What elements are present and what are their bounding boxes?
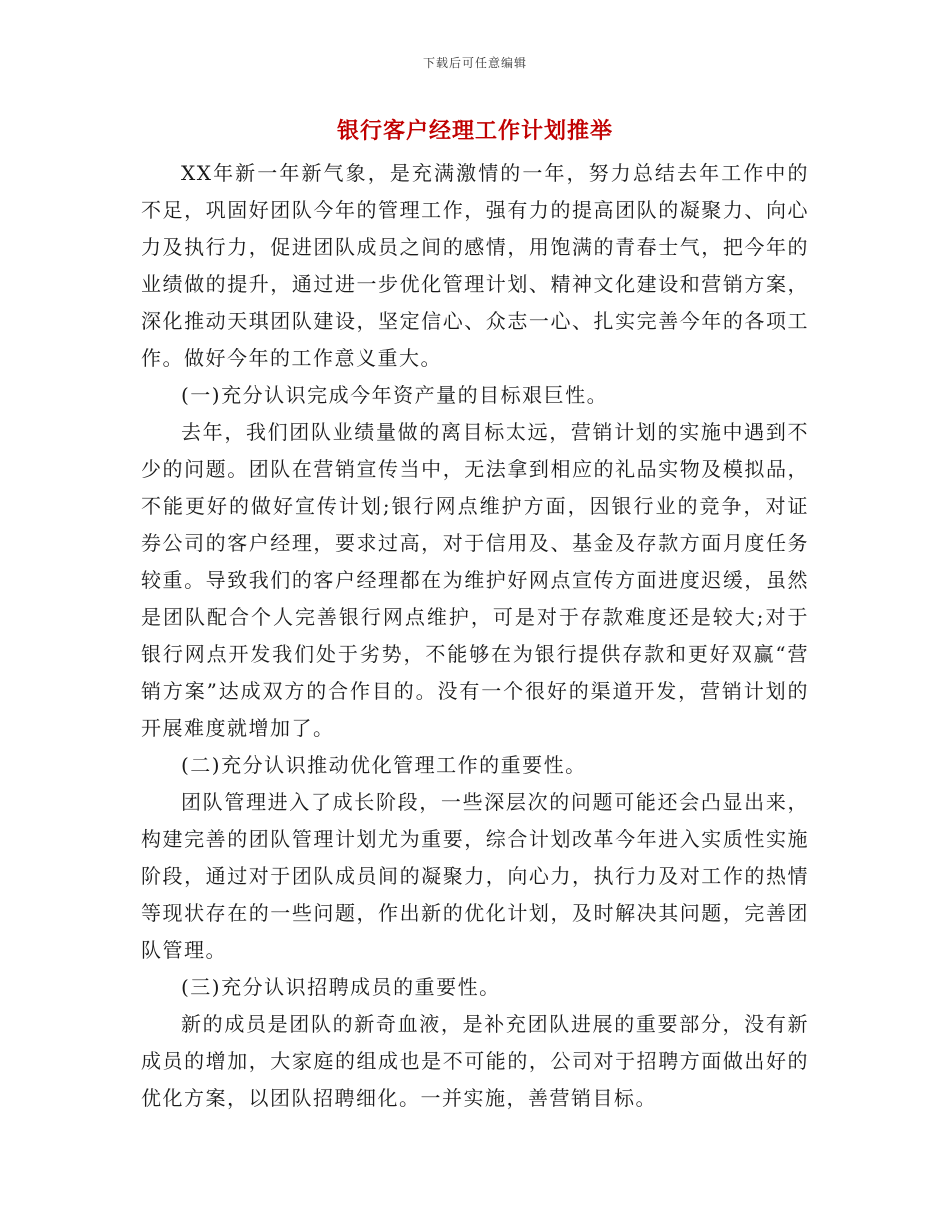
paragraph-intro: XX年新一年新气象，是充满激情的一年，努力总结去年工作中的不足，巩固好团队今年的管理工作，强有力的提高团队的凝聚力、向心力及执行力，促进团队成员之间的感情，用饱满的青春士气，把今年的业绩做的提升，通过进一步优化管理计划、精神文化建设和营销方案，深化推动天琪团队建设，坚定信心、众志一心、扎实完善今年的各项工作。做好今年的工作意义重大。 (141, 161, 809, 370)
paragraph-section-3: 新的成员是团队的新奇血液，是补充团队进展的重要部分，没有新成员的增加，大家庭的组成也是不可能的，公司对于招聘方面做出好的优化方案，以团队招聘细化。一并实施，善营销目标。 (141, 1012, 809, 1110)
section-heading-2: (二)充分认识推动优化管理工作的重要性。 (181, 753, 587, 777)
section-heading-3: (三)充分认识招聘成员的重要性。 (181, 975, 501, 999)
paragraph-section-2: 团队管理进入了成长阶段，一些深层次的问题可能还会凸显出来，构建完善的团队管理计划尤为重要，综合计划改革今年进入实质性实施阶段，通过对于团队成员间的凝聚力，向心力，执行力及对工作的热情等现状存在的一些问题，作出新的优化计划，及时解决其问题，完善团队管理。 (141, 790, 809, 962)
section-heading-1: (一)充分认识完成今年资产量的目标艰巨性。 (181, 383, 609, 407)
page-header-note: 下载后可任意编辑 (422, 56, 527, 70)
document-body (141, 155, 809, 1117)
document-title: 银行客户经理工作计划推举 (336, 118, 613, 144)
paragraph-section-1: 去年，我们团队业绩量做的离目标太远，营销计划的实施中遇到不少的问题。团队在营销宣传当中，无法拿到相应的礼品实物及模拟品，不能更好的做好宣传计划;银行网点维护方面，因银行业的竞争，对证券公司的客户经理，要求过高，对于信用及、基金及存款方面月度任务较重。导致我们的客户经理都在为维护好网点宣传方面进度迟缓，虽然是团队配合个人完善银行网点维护，可是对于存款难度还是较大;对于银行网点开发我们处于劣势，不能够在为银行提供存款和更好双赢“营销方案”达成双方的合作目的。没有一个很好的渠道开发，营销计划的开展难度就增加了。 (141, 420, 809, 740)
